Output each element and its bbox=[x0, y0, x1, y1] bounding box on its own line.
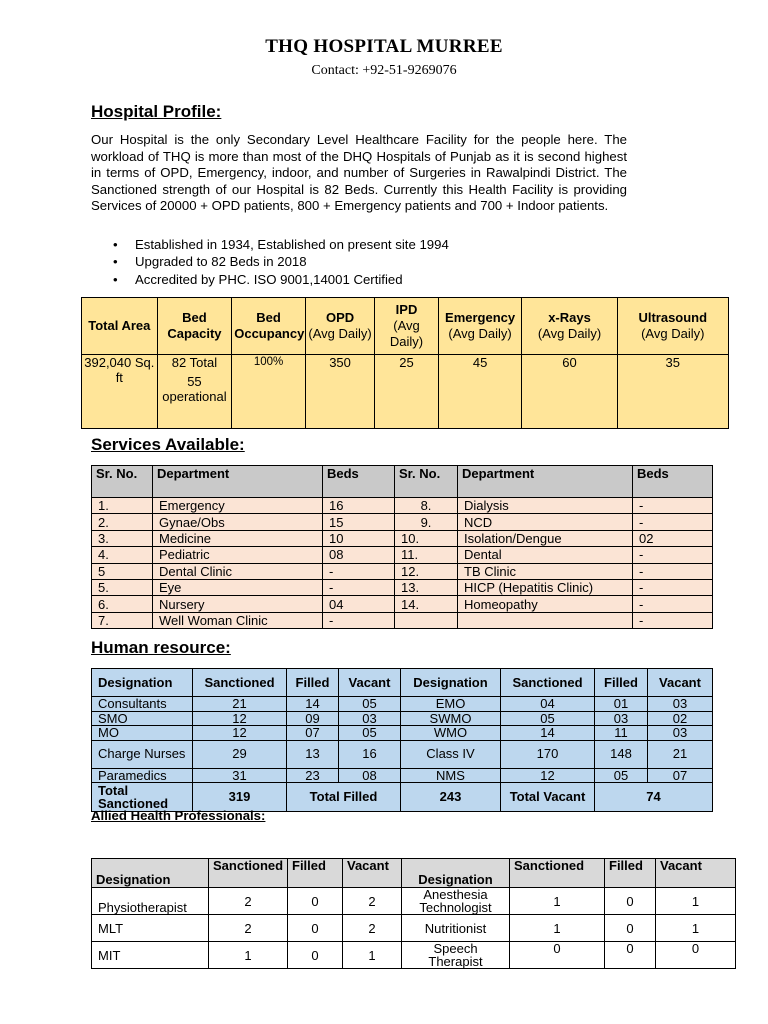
table-cell: 13 bbox=[287, 740, 339, 768]
ipd-value: 25 bbox=[375, 355, 438, 429]
table-row bbox=[92, 768, 713, 783]
total-sanctioned-value: 319 bbox=[193, 783, 287, 812]
header-emergency bbox=[438, 298, 522, 355]
table-cell: Nutritionist bbox=[402, 915, 510, 942]
column-header: Beds bbox=[323, 466, 395, 498]
table-cell: 8. bbox=[395, 498, 458, 514]
table-cell: 2. bbox=[92, 514, 153, 530]
table-cell: Dental bbox=[458, 547, 633, 563]
table-cell: 2 bbox=[209, 888, 288, 915]
table-cell: - bbox=[633, 579, 713, 595]
table-cell: 16 bbox=[339, 740, 401, 768]
table-cell: Nursery bbox=[153, 596, 323, 612]
profile-bullet-list bbox=[91, 236, 449, 288]
table-cell: WMO bbox=[401, 726, 501, 741]
table-row bbox=[92, 547, 713, 563]
table-cell: NCD bbox=[458, 514, 633, 530]
table-cell: Consultants bbox=[92, 697, 193, 712]
column-header: Filled bbox=[605, 859, 656, 888]
table-cell: 21 bbox=[648, 740, 713, 768]
table-cell: 14 bbox=[287, 697, 339, 712]
table-cell: Charge Nurses bbox=[92, 740, 193, 768]
avg-daily-label: (Avg Daily) bbox=[389, 318, 424, 349]
avg-daily-label: (Avg Daily) bbox=[448, 326, 512, 341]
header-opd-label: OPD bbox=[325, 310, 355, 325]
table-cell: 03 bbox=[648, 697, 713, 712]
table-cell: 05 bbox=[595, 768, 648, 783]
table-cell: 02 bbox=[648, 711, 713, 726]
column-header: Vacant bbox=[648, 669, 713, 697]
column-header: Vacant bbox=[656, 859, 736, 888]
table-cell: 07 bbox=[287, 726, 339, 741]
column-header: Filled bbox=[595, 669, 648, 697]
table-cell: 1 bbox=[656, 915, 736, 942]
table-cell: - bbox=[633, 563, 713, 579]
header-ultrasound-label: Ultrasound bbox=[638, 310, 708, 325]
table-cell: 05 bbox=[501, 711, 595, 726]
emergency-value: 45 bbox=[438, 355, 522, 429]
list-item: • Established in 1934, Established on present site 1994 bbox=[91, 236, 449, 253]
human-resource-heading: Human resource: bbox=[91, 638, 231, 657]
table-cell: 10. bbox=[395, 530, 458, 546]
total-area-value: 392,040 Sq. ft bbox=[82, 355, 158, 429]
table-row bbox=[92, 612, 713, 628]
header-bed-occupancy: Bed Occupancy bbox=[232, 298, 306, 355]
hospital-profile-table bbox=[81, 297, 729, 429]
table-cell: 02 bbox=[633, 530, 713, 546]
page-title: THQ HOSPITAL MURREE bbox=[265, 36, 503, 57]
table-cell: 0 bbox=[605, 888, 656, 915]
header-bed-capacity: Bed Capacity bbox=[157, 298, 232, 355]
table-row bbox=[92, 596, 713, 612]
table-row bbox=[92, 740, 713, 768]
table-cell: 170 bbox=[501, 740, 595, 768]
table-row bbox=[92, 726, 713, 741]
table-cell: 0 bbox=[288, 942, 343, 969]
table-cell: - bbox=[633, 514, 713, 530]
column-header: Sanctioned bbox=[209, 859, 288, 888]
opd-value: 350 bbox=[305, 355, 375, 429]
table-cell: Isolation/Dengue bbox=[458, 530, 633, 546]
table-cell: 2 bbox=[209, 915, 288, 942]
column-header: Vacant bbox=[343, 859, 402, 888]
table-cell: 6. bbox=[92, 596, 153, 612]
bed-occupancy-value: 100% bbox=[232, 355, 306, 429]
column-header: Designation bbox=[92, 859, 209, 888]
table-cell: 04 bbox=[323, 596, 395, 612]
table-cell: 2 bbox=[343, 915, 402, 942]
table-cell: 14. bbox=[395, 596, 458, 612]
table-cell: Pediatric bbox=[153, 547, 323, 563]
table-cell: EMO bbox=[401, 697, 501, 712]
column-header: Designation bbox=[401, 669, 501, 697]
table-cell: 1 bbox=[343, 942, 402, 969]
table-cell: 13. bbox=[395, 579, 458, 595]
table-cell: 16 bbox=[323, 498, 395, 514]
column-header: Sr. No. bbox=[395, 466, 458, 498]
human-resource-table bbox=[91, 668, 713, 812]
table-cell: Paramedics bbox=[92, 768, 193, 783]
bed-total: 82 Total bbox=[171, 355, 218, 370]
table-row bbox=[92, 514, 713, 530]
table-cell: 0 bbox=[605, 942, 656, 969]
total-filled-label: Total Filled bbox=[287, 783, 401, 812]
table-cell: Dental Clinic bbox=[153, 563, 323, 579]
total-sanctioned-label: Total Sanctioned bbox=[92, 783, 193, 812]
table-cell: - bbox=[323, 579, 395, 595]
table-cell: HICP (Hepatitis Clinic) bbox=[458, 579, 633, 595]
table-cell: MLT bbox=[92, 915, 209, 942]
table-cell: 10 bbox=[323, 530, 395, 546]
table-cell: - bbox=[323, 563, 395, 579]
table-cell: - bbox=[633, 547, 713, 563]
services-table bbox=[91, 465, 713, 629]
header-ipd-label: IPD bbox=[395, 302, 418, 317]
allied-professionals-table bbox=[91, 858, 736, 969]
total-filled-value: 243 bbox=[401, 783, 501, 812]
column-header: Filled bbox=[288, 859, 343, 888]
table-cell: 148 bbox=[595, 740, 648, 768]
avg-daily-label: (Avg Daily) bbox=[308, 326, 372, 341]
table-cell: Well Woman Clinic bbox=[153, 612, 323, 628]
column-header: Beds bbox=[633, 466, 713, 498]
table-cell: 12 bbox=[193, 711, 287, 726]
table-row bbox=[92, 530, 713, 546]
table-cell: 03 bbox=[595, 711, 648, 726]
table-cell bbox=[458, 612, 633, 628]
table-cell: 08 bbox=[339, 768, 401, 783]
table-cell: 12. bbox=[395, 563, 458, 579]
table-cell bbox=[395, 612, 458, 628]
table-cell: Anesthesia Technologist bbox=[402, 888, 510, 915]
table-cell: Eye bbox=[153, 579, 323, 595]
table-cell: 08 bbox=[323, 547, 395, 563]
header-xrays-label: x-Rays bbox=[548, 310, 591, 325]
table-cell: - bbox=[633, 498, 713, 514]
table-cell: 11. bbox=[395, 547, 458, 563]
table-cell: 12 bbox=[501, 768, 595, 783]
services-heading: Services Available: bbox=[91, 435, 245, 454]
table-cell: 05 bbox=[339, 726, 401, 741]
table-cell: - bbox=[633, 612, 713, 628]
table-cell: SWMO bbox=[401, 711, 501, 726]
table-row bbox=[92, 888, 736, 915]
table-cell: Speech Therapist bbox=[402, 942, 510, 969]
table-cell: MO bbox=[92, 726, 193, 741]
table-cell: - bbox=[323, 612, 395, 628]
table-cell: Class IV bbox=[401, 740, 501, 768]
header-ultrasound bbox=[617, 298, 728, 355]
table-row bbox=[92, 697, 713, 712]
column-header: Designation bbox=[402, 859, 510, 888]
table-cell: 5 bbox=[92, 563, 153, 579]
header-emergency-label: Emergency bbox=[445, 310, 516, 325]
table-cell: 29 bbox=[193, 740, 287, 768]
table-cell: SMO bbox=[92, 711, 193, 726]
table-row bbox=[92, 915, 736, 942]
table-cell: 31 bbox=[193, 768, 287, 783]
avg-daily-label: (Avg Daily) bbox=[641, 326, 705, 341]
table-cell: 03 bbox=[648, 726, 713, 741]
table-cell: TB Clinic bbox=[458, 563, 633, 579]
table-cell: 0 bbox=[288, 915, 343, 942]
table-cell: NMS bbox=[401, 768, 501, 783]
contact-line: Contact: +92-51-9269076 bbox=[311, 63, 457, 78]
bed-operational: 55 operational bbox=[162, 374, 227, 404]
table-cell: 04 bbox=[501, 697, 595, 712]
table-row bbox=[92, 579, 713, 595]
ultrasound-value: 35 bbox=[617, 355, 728, 429]
table-cell: 0 bbox=[656, 942, 736, 969]
hospital-profile-heading: Hospital Profile: bbox=[91, 102, 222, 121]
bed-capacity-value bbox=[157, 355, 232, 429]
table-cell: 07 bbox=[648, 768, 713, 783]
table-cell: 1. bbox=[92, 498, 153, 514]
table-cell: 0 bbox=[510, 942, 605, 969]
column-header: Sr. No. bbox=[92, 466, 153, 498]
table-cell: 5. bbox=[92, 579, 153, 595]
xrays-value: 60 bbox=[522, 355, 617, 429]
table-cell: 1 bbox=[510, 888, 605, 915]
header-opd bbox=[305, 298, 375, 355]
table-cell: Medicine bbox=[153, 530, 323, 546]
table-cell: 05 bbox=[339, 697, 401, 712]
table-cell: - bbox=[633, 596, 713, 612]
table-cell: Emergency bbox=[153, 498, 323, 514]
column-header: Filled bbox=[287, 669, 339, 697]
column-header: Vacant bbox=[339, 669, 401, 697]
column-header: Sanctioned bbox=[501, 669, 595, 697]
header-total-area: Total Area bbox=[82, 298, 158, 355]
table-cell: Homeopathy bbox=[458, 596, 633, 612]
list-item: • Accredited by PHC. ISO 9001,14001 Certified bbox=[91, 271, 449, 288]
column-header: Department bbox=[458, 466, 633, 498]
table-cell: 0 bbox=[605, 915, 656, 942]
total-vacant-value: 74 bbox=[595, 783, 713, 812]
table-cell: 1 bbox=[510, 915, 605, 942]
column-header: Designation bbox=[92, 669, 193, 697]
table-cell: 12 bbox=[193, 726, 287, 741]
total-vacant-label: Total Vacant bbox=[501, 783, 595, 812]
table-cell: 09 bbox=[287, 711, 339, 726]
table-row bbox=[92, 498, 713, 514]
table-cell: 9. bbox=[395, 514, 458, 530]
header-xrays bbox=[522, 298, 617, 355]
allied-heading: Allied Health Professionals: bbox=[91, 808, 266, 823]
table-cell: 3. bbox=[92, 530, 153, 546]
table-cell: 1 bbox=[209, 942, 288, 969]
table-cell: Physiotherapist bbox=[92, 888, 209, 915]
table-cell: 0 bbox=[288, 888, 343, 915]
table-cell: 7. bbox=[92, 612, 153, 628]
table-cell: 11 bbox=[595, 726, 648, 741]
header-ipd bbox=[375, 298, 438, 355]
column-header: Sanctioned bbox=[510, 859, 605, 888]
table-cell: 14 bbox=[501, 726, 595, 741]
table-cell: 15 bbox=[323, 514, 395, 530]
list-item: • Upgraded to 82 Beds in 2018 bbox=[91, 253, 449, 270]
table-cell: 21 bbox=[193, 697, 287, 712]
table-cell: Dialysis bbox=[458, 498, 633, 514]
table-cell: 03 bbox=[339, 711, 401, 726]
table-cell: 23 bbox=[287, 768, 339, 783]
table-cell: MIT bbox=[92, 942, 209, 969]
table-cell: 01 bbox=[595, 697, 648, 712]
table-cell: 4. bbox=[92, 547, 153, 563]
table-row bbox=[92, 942, 736, 969]
table-cell: 1 bbox=[656, 888, 736, 915]
table-cell: 2 bbox=[343, 888, 402, 915]
column-header: Department bbox=[153, 466, 323, 498]
profile-paragraph: Our Hospital is the only Secondary Level Healthcare Facility for the people here. The workload of THQ is more than most of the DHQ Hospitals of Punjab as it is second highest in terms of OPD, Emergency, indoor, and number of Surgeries in Rawalpindi District. The Sanctioned strength of our Hospital is 82 Beds. Currently this Health Facility is providing Services of 20000 + OPD patients, 800 + Emergency patients and 700 + Indoor patients. bbox=[91, 132, 627, 214]
avg-daily-label: (Avg Daily) bbox=[537, 326, 602, 341]
table-row bbox=[92, 711, 713, 726]
column-header: Sanctioned bbox=[193, 669, 287, 697]
table-cell: Gynae/Obs bbox=[153, 514, 323, 530]
table-row bbox=[92, 563, 713, 579]
